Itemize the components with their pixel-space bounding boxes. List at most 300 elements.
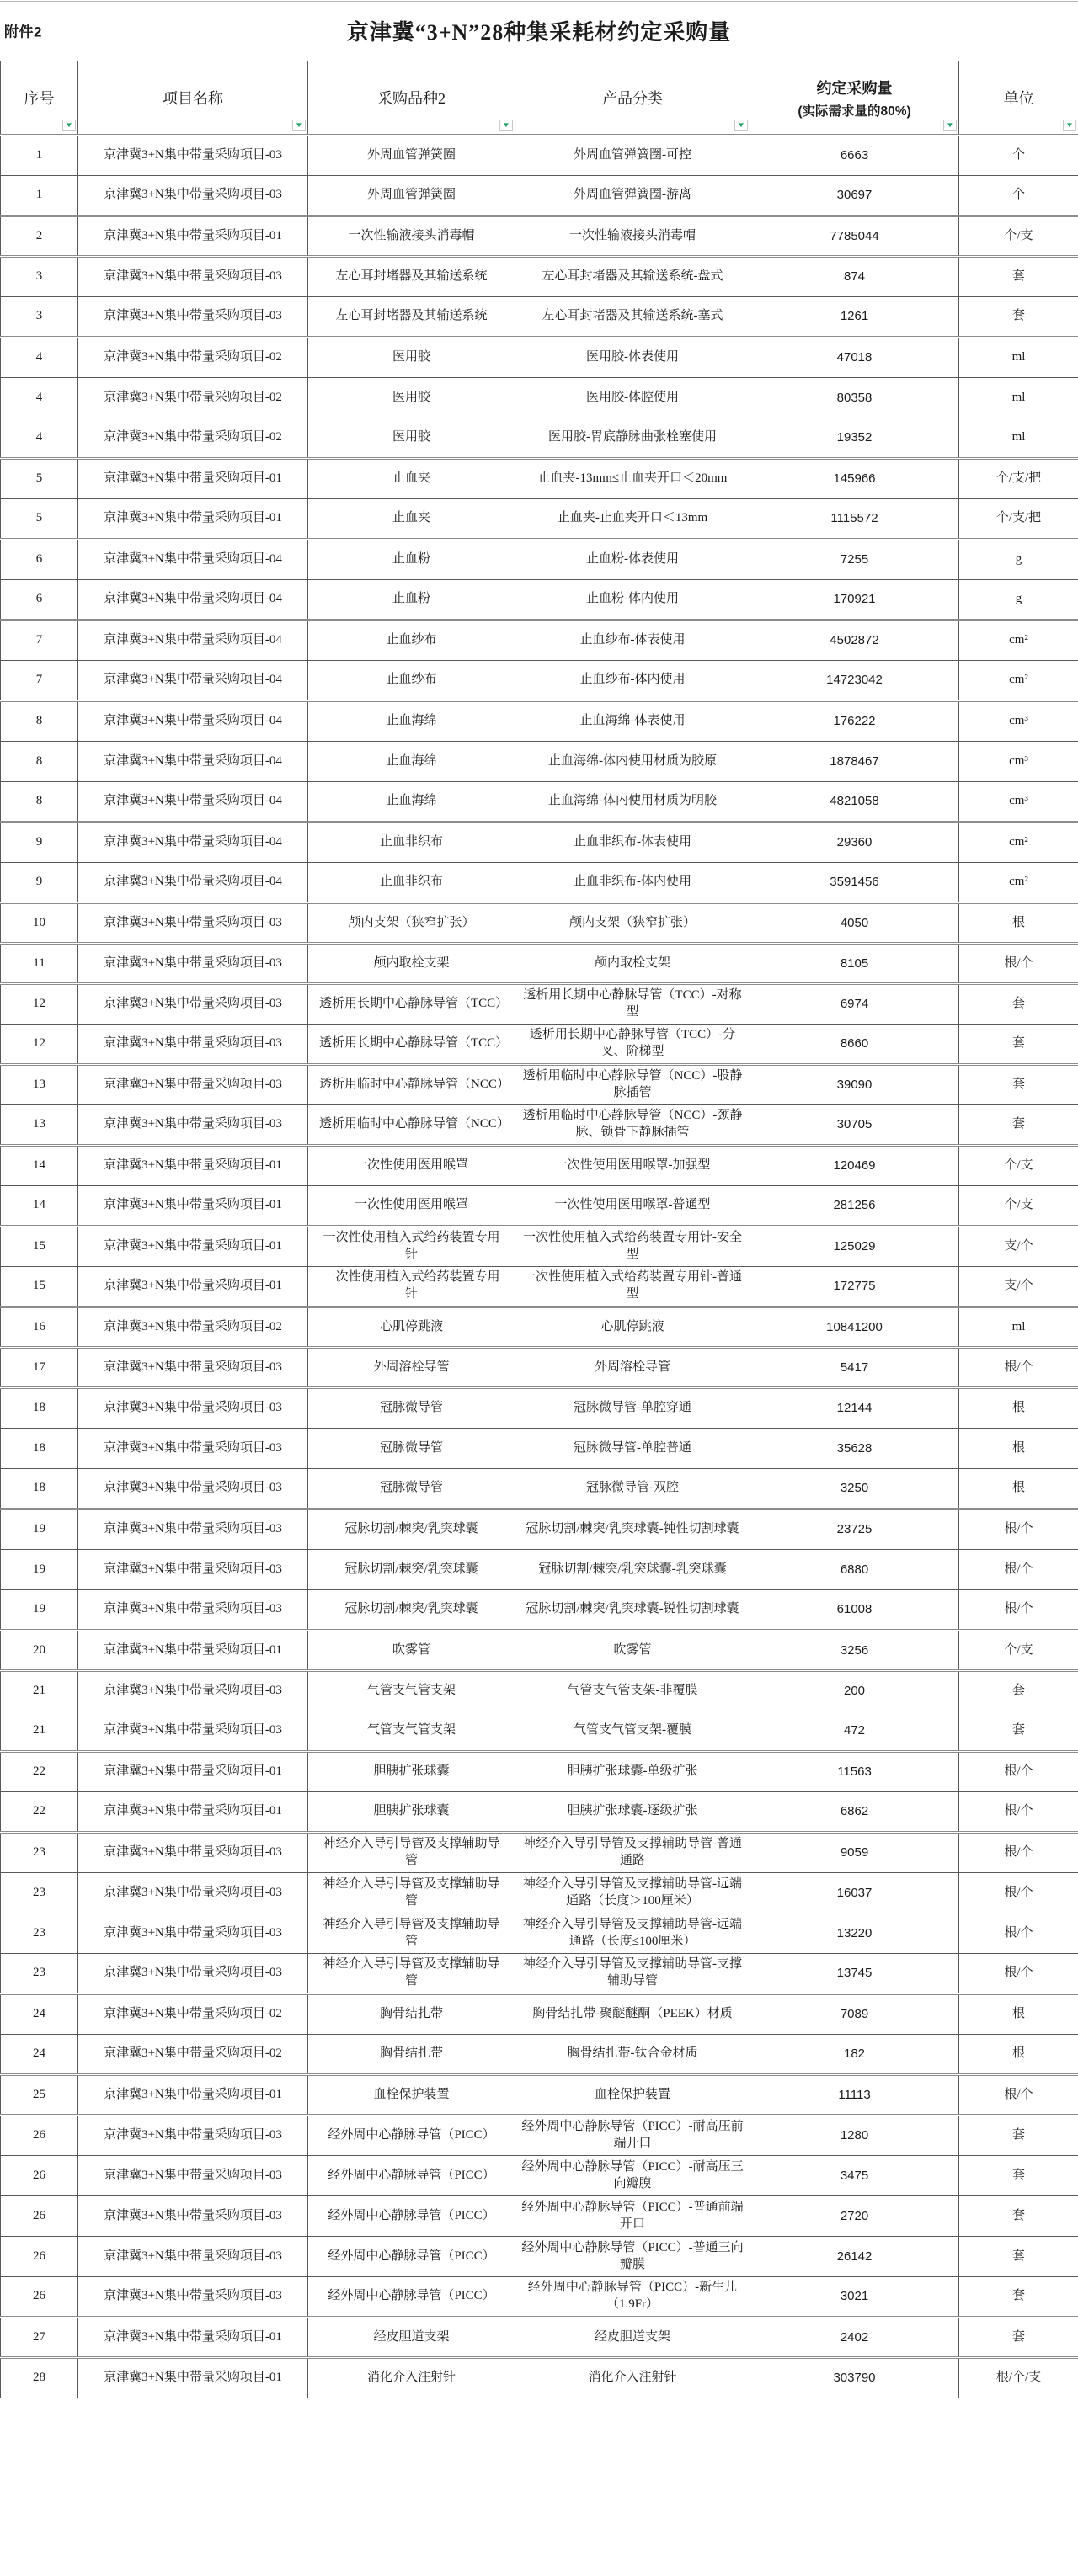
cell-qty: 170921 [750,580,959,620]
cell-project: 京津冀3+N集中带量采购项目-03 [78,903,308,944]
cell-category: 经皮胆道支架 [515,2318,750,2358]
table-row [1,1509,1078,1550]
cell-project: 京津冀3+N集中带量采购项目-01 [78,2318,308,2358]
cell-category: 神经介入导引导管及支撑辅助导管-支撑辅助导管 [515,1954,750,1994]
cell-qty: 61008 [750,1590,959,1631]
cell-serial: 14 [1,1186,78,1227]
cell-project: 京津冀3+N集中带量采购项目-03 [78,1711,308,1752]
cell-project: 京津冀3+N集中带量采购项目-03 [78,1429,308,1469]
cell-variety: 神经介入导引导管及支撑辅助导管 [308,1873,515,1913]
cell-project: 京津冀3+N集中带量采购项目-01 [78,1631,308,1671]
cell-unit: 套 [959,1711,1078,1752]
cell-unit: 根 [959,903,1078,944]
table-row [1,1833,1078,1873]
cell-category: 外周血管弹簧圈-游离 [515,176,750,216]
cell-category: 左心耳封堵器及其输送系统-塞式 [515,297,750,338]
table-row [1,1550,1078,1590]
cell-project: 京津冀3+N集中带量采购项目-04 [78,580,308,620]
cell-category: 医用胶-体表使用 [515,338,750,378]
table-row [1,1025,1078,1065]
cell-project: 京津冀3+N集中带量采购项目-04 [78,701,308,742]
cell-variety: 透析用长期中心静脉导管（TCC） [308,1025,515,1065]
cell-unit: 根 [959,1994,1078,2035]
cell-category: 神经介入导引导管及支撑辅助导管-普通通路 [515,1833,750,1873]
col-header-qty: 约定采购量 (实际需求量的80%) ▼ [750,61,959,136]
cell-serial: 7 [1,661,78,701]
cell-variety: 透析用临时中心静脉导管（NCC） [308,1105,515,1146]
cell-qty: 1878467 [750,742,959,782]
cell-serial: 23 [1,1833,78,1873]
cell-project: 京津冀3+N集中带量采购项目-02 [78,2035,308,2075]
cell-unit: 根/个 [959,1833,1078,1873]
cell-unit: 套 [959,2156,1078,2196]
cell-unit: cm² [959,620,1078,661]
table-row [1,176,1078,216]
cell-qty: 16037 [750,1873,959,1913]
cell-unit: g [959,540,1078,580]
cell-serial: 25 [1,2075,78,2116]
table-row [1,742,1078,782]
cell-category: 止血海绵-体内使用材质为胶原 [515,742,750,782]
cell-category: 经外周中心静脉导管（PICC）-新生儿（1.9Fr） [515,2277,750,2318]
cell-project: 京津冀3+N集中带量采购项目-03 [78,2116,308,2156]
cell-serial: 3 [1,297,78,338]
cell-unit: 套 [959,2318,1078,2358]
cell-unit: ml [959,418,1078,459]
cell-unit: 个/支/把 [959,459,1078,499]
cell-unit: 套 [959,984,1078,1025]
cell-qty: 8660 [750,1025,959,1065]
cell-project: 京津冀3+N集中带量采购项目-04 [78,822,308,863]
cell-qty: 3250 [750,1469,959,1509]
cell-category: 冠脉切割/棘突/乳突球囊-乳突球囊 [515,1550,750,1590]
cell-category: 止血夹-止血夹开口＜13mm [515,499,750,540]
table-row [1,944,1078,984]
col-header-unit: 单位 ▼ [959,61,1078,136]
cell-category: 医用胶-体腔使用 [515,378,750,418]
table-row [1,499,1078,540]
cell-project: 京津冀3+N集中带量采购项目-01 [78,499,308,540]
cell-category: 止血夹-13mm≤止血夹开口＜20mm [515,459,750,499]
cell-qty: 12144 [750,1388,959,1429]
cell-category: 经外周中心静脉导管（PICC）-耐高压前端开口 [515,2116,750,2156]
cell-category: 胆胰扩张球囊-逐级扩张 [515,1792,750,1833]
cell-variety: 颅内支架（狭窄扩张） [308,903,515,944]
table-row [1,1186,1078,1227]
cell-project: 京津冀3+N集中带量采购项目-01 [78,459,308,499]
cell-project: 京津冀3+N集中带量采购项目-03 [78,1913,308,1954]
cell-serial: 8 [1,782,78,822]
cell-qty: 120469 [750,1146,959,1186]
cell-serial: 28 [1,2358,78,2398]
table-row [1,1792,1078,1833]
cell-category: 胸骨结扎带-聚醚醚酮（PEEK）材质 [515,1994,750,2035]
cell-serial: 12 [1,984,78,1025]
cell-category: 止血海绵-体内使用材质为明胶 [515,782,750,822]
cell-qty: 13220 [750,1913,959,1954]
table-row [1,701,1078,742]
cell-qty: 3021 [750,2277,959,2318]
table-row [1,903,1078,944]
cell-serial: 18 [1,1429,78,1469]
cell-serial: 22 [1,1752,78,1792]
cell-qty: 7089 [750,1994,959,2035]
filter-dropdown-icon[interactable]: ▼ [943,120,957,131]
table-row [1,1267,1078,1307]
cell-serial: 17 [1,1348,78,1388]
table-row [1,2116,1078,2156]
cell-variety: 止血非织布 [308,822,515,863]
cell-project: 京津冀3+N集中带量采购项目-01 [78,1146,308,1186]
table-row [1,661,1078,701]
cell-project: 京津冀3+N集中带量采购项目-03 [78,944,308,984]
cell-project: 京津冀3+N集中带量采购项目-03 [78,2156,308,2196]
filter-dropdown-icon[interactable]: ▼ [734,120,748,131]
cell-project: 京津冀3+N集中带量采购项目-03 [78,1509,308,1550]
table-row [1,2358,1078,2398]
cell-project: 京津冀3+N集中带量采购项目-03 [78,1348,308,1388]
cell-variety: 止血粉 [308,540,515,580]
cell-category: 胆胰扩张球囊-单级扩张 [515,1752,750,1792]
cell-serial: 9 [1,863,78,903]
cell-unit: 根/个 [959,1752,1078,1792]
cell-unit: 根 [959,1469,1078,1509]
cell-variety: 经外周中心静脉导管（PICC） [308,2196,515,2237]
cell-serial: 6 [1,540,78,580]
table-row [1,2156,1078,2196]
cell-variety: 止血粉 [308,580,515,620]
cell-category: 医用胶-胃底静脉曲张栓塞使用 [515,418,750,459]
cell-serial: 26 [1,2277,78,2318]
table-row [1,822,1078,863]
cell-variety: 心肌停跳液 [308,1307,515,1348]
filter-dropdown-icon[interactable]: ▼ [62,120,76,131]
cell-variety: 消化介入注射针 [308,2358,515,2398]
table-row [1,1631,1078,1671]
table-row [1,620,1078,661]
cell-qty: 6663 [750,136,959,176]
cell-project: 京津冀3+N集中带量采购项目-03 [78,1469,308,1509]
cell-serial: 16 [1,1307,78,1348]
cell-qty: 145966 [750,459,959,499]
cell-serial: 24 [1,1994,78,2035]
cell-variety: 止血海绵 [308,742,515,782]
table-row [1,1348,1078,1388]
cell-project: 京津冀3+N集中带量采购项目-01 [78,1267,308,1307]
cell-variety: 止血夹 [308,499,515,540]
cell-unit: 支/个 [959,1267,1078,1307]
cell-category: 胸骨结扎带-钛合金材质 [515,2035,750,2075]
cell-serial: 26 [1,2116,78,2156]
cell-project: 京津冀3+N集中带量采购项目-01 [78,1227,308,1267]
cell-variety: 一次性使用植入式给药装置专用针 [308,1267,515,1307]
cell-serial: 13 [1,1105,78,1146]
table-row [1,2075,1078,2116]
cell-variety: 神经介入导引导管及支撑辅助导管 [308,1954,515,1994]
cell-qty: 26142 [750,2237,959,2277]
cell-unit: 套 [959,2277,1078,2318]
cell-serial: 18 [1,1388,78,1429]
col-header-project: 项目名称 ▼ [78,61,308,136]
cell-variety: 外周溶栓导管 [308,1348,515,1388]
cell-category: 冠脉微导管-单腔普通 [515,1429,750,1469]
table-row [1,418,1078,459]
cell-qty: 11563 [750,1752,959,1792]
cell-category: 止血海绵-体表使用 [515,701,750,742]
cell-variety: 左心耳封堵器及其输送系统 [308,257,515,297]
cell-category: 心肌停跳液 [515,1307,750,1348]
cell-qty: 47018 [750,338,959,378]
cell-serial: 8 [1,742,78,782]
cell-project: 京津冀3+N集中带量采购项目-03 [78,257,308,297]
cell-qty: 30697 [750,176,959,216]
header-row [1,61,1078,136]
cell-qty: 10841200 [750,1307,959,1348]
cell-variety: 冠脉切割/棘突/乳突球囊 [308,1590,515,1631]
cell-unit: cm² [959,822,1078,863]
cell-category: 止血粉-体表使用 [515,540,750,580]
cell-serial: 4 [1,418,78,459]
cell-category: 止血非织布-体内使用 [515,863,750,903]
cell-serial: 14 [1,1146,78,1186]
cell-serial: 21 [1,1711,78,1752]
cell-category: 透析用临时中心静脉导管（NCC）-颈静脉、锁骨下静脉插管 [515,1105,750,1146]
table-row [1,1065,1078,1105]
cell-unit: 根/个 [959,1873,1078,1913]
cell-serial: 19 [1,1590,78,1631]
cell-unit: 根/个 [959,944,1078,984]
cell-variety: 止血海绵 [308,782,515,822]
cell-unit: 套 [959,2237,1078,2277]
cell-project: 京津冀3+N集中带量采购项目-03 [78,1388,308,1429]
cell-serial: 5 [1,459,78,499]
cell-unit: 根/个 [959,1954,1078,1994]
cell-project: 京津冀3+N集中带量采购项目-03 [78,2237,308,2277]
cell-project: 京津冀3+N集中带量采购项目-03 [78,1873,308,1913]
cell-category: 经外周中心静脉导管（PICC）-耐高压三向瓣膜 [515,2156,750,2196]
cell-qty: 182 [750,2035,959,2075]
cell-qty: 6862 [750,1792,959,1833]
cell-project: 京津冀3+N集中带量采购项目-03 [78,1590,308,1631]
cell-serial: 4 [1,338,78,378]
cell-unit: 根/个 [959,1550,1078,1590]
cell-variety: 胆胰扩张球囊 [308,1792,515,1833]
cell-unit: cm² [959,863,1078,903]
cell-qty: 13745 [750,1954,959,1994]
cell-serial: 4 [1,378,78,418]
table-body [1,136,1078,2398]
cell-qty: 80358 [750,378,959,418]
cell-project: 京津冀3+N集中带量采购项目-03 [78,1065,308,1105]
cell-serial: 5 [1,499,78,540]
cell-project: 京津冀3+N集中带量采购项目-04 [78,782,308,822]
cell-variety: 胆胰扩张球囊 [308,1752,515,1792]
cell-project: 京津冀3+N集中带量采购项目-03 [78,1671,308,1711]
col-header-variety: 采购品种2 ▼ [308,61,515,136]
table-row [1,863,1078,903]
cell-unit: 根/个 [959,1348,1078,1388]
table-row [1,1671,1078,1711]
table-row [1,1429,1078,1469]
table-row [1,1469,1078,1509]
cell-category: 神经介入导引导管及支撑辅助导管-远端通路（长度≤100厘米） [515,1913,750,1954]
cell-serial: 27 [1,2318,78,2358]
cell-unit: 根 [959,2035,1078,2075]
cell-serial: 23 [1,1954,78,1994]
table-row [1,1105,1078,1146]
cell-category: 经外周中心静脉导管（PICC）-普通三向瓣膜 [515,2237,750,2277]
table-row [1,1388,1078,1429]
cell-serial: 21 [1,1671,78,1711]
cell-unit: 根/个 [959,1792,1078,1833]
cell-category: 吹雾管 [515,1631,750,1671]
cell-unit: 套 [959,257,1078,297]
cell-serial: 8 [1,701,78,742]
cell-unit: 根/个 [959,1913,1078,1954]
table-row [1,984,1078,1025]
cell-project: 京津冀3+N集中带量采购项目-04 [78,620,308,661]
cell-variety: 神经介入导引导管及支撑辅助导管 [308,1833,515,1873]
cell-qty: 9059 [750,1833,959,1873]
cell-serial: 20 [1,1631,78,1671]
cell-unit: 套 [959,1671,1078,1711]
cell-variety: 冠脉微导管 [308,1388,515,1429]
cell-project: 京津冀3+N集中带量采购项目-02 [78,338,308,378]
cell-variety: 冠脉切割/棘突/乳突球囊 [308,1509,515,1550]
cell-project: 京津冀3+N集中带量采购项目-02 [78,1307,308,1348]
cell-project: 京津冀3+N集中带量采购项目-01 [78,2075,308,2116]
table-row [1,1752,1078,1792]
cell-project: 京津冀3+N集中带量采购项目-03 [78,1550,308,1590]
cell-project: 京津冀3+N集中带量采购项目-03 [78,2277,308,2318]
cell-category: 一次性使用医用喉罩-普通型 [515,1186,750,1227]
cell-qty: 874 [750,257,959,297]
cell-qty: 39090 [750,1065,959,1105]
filter-dropdown-icon[interactable]: ▼ [499,120,513,131]
cell-project: 京津冀3+N集中带量采购项目-02 [78,378,308,418]
table-row [1,1954,1078,1994]
cell-unit: 支/个 [959,1227,1078,1267]
cell-category: 止血非织布-体表使用 [515,822,750,863]
cell-category: 左心耳封堵器及其输送系统-盘式 [515,257,750,297]
cell-category: 止血粉-体内使用 [515,580,750,620]
cell-project: 京津冀3+N集中带量采购项目-03 [78,1833,308,1873]
cell-qty: 2720 [750,2196,959,2237]
cell-variety: 一次性使用医用喉罩 [308,1146,515,1186]
cell-category: 颅内支架（狭窄扩张） [515,903,750,944]
cell-qty: 5417 [750,1348,959,1388]
cell-qty: 11113 [750,2075,959,2116]
cell-unit: 根/个 [959,2075,1078,2116]
table-row [1,2277,1078,2318]
cell-project: 京津冀3+N集中带量采购项目-02 [78,1994,308,2035]
cell-variety: 经外周中心静脉导管（PICC） [308,2156,515,2196]
cell-variety: 一次性输液接头消毒帽 [308,216,515,257]
cell-unit: 个/支/把 [959,499,1078,540]
cell-unit: 根/个/支 [959,2358,1078,2398]
table-row [1,1146,1078,1186]
cell-serial: 24 [1,2035,78,2075]
table-row [1,1307,1078,1348]
cell-qty: 125029 [750,1227,959,1267]
cell-variety: 外周血管弹簧圈 [308,136,515,176]
cell-qty: 3475 [750,2156,959,2196]
cell-qty: 303790 [750,2358,959,2398]
cell-qty: 1280 [750,2116,959,2156]
cell-project: 京津冀3+N集中带量采购项目-01 [78,1792,308,1833]
cell-qty: 35628 [750,1429,959,1469]
cell-project: 京津冀3+N集中带量采购项目-01 [78,1752,308,1792]
cell-category: 气管支气管支架-非覆膜 [515,1671,750,1711]
cell-serial: 12 [1,1025,78,1065]
cell-variety: 经外周中心静脉导管（PICC） [308,2277,515,2318]
table-row [1,1913,1078,1954]
cell-category: 冠脉切割/棘突/乳突球囊-锐性切割球囊 [515,1590,750,1631]
cell-qty: 6880 [750,1550,959,1590]
cell-qty: 23725 [750,1509,959,1550]
cell-unit: 根 [959,1388,1078,1429]
cell-serial: 19 [1,1509,78,1550]
cell-serial: 1 [1,176,78,216]
cell-variety: 吹雾管 [308,1631,515,1671]
cell-category: 透析用长期中心静脉导管（TCC）-对称型 [515,984,750,1025]
cell-serial: 15 [1,1227,78,1267]
filter-dropdown-icon[interactable]: ▼ [1063,120,1076,131]
cell-project: 京津冀3+N集中带量采购项目-01 [78,2358,308,2398]
cell-variety: 止血纱布 [308,620,515,661]
cell-serial: 23 [1,1913,78,1954]
table-row [1,1590,1078,1631]
cell-category: 透析用临时中心静脉导管（NCC）-股静脉插管 [515,1065,750,1105]
table-row [1,257,1078,297]
cell-category: 消化介入注射针 [515,2358,750,2398]
cell-serial: 3 [1,257,78,297]
cell-serial: 26 [1,2156,78,2196]
procurement-table [0,61,1078,2398]
cell-category: 外周溶栓导管 [515,1348,750,1388]
cell-variety: 气管支气管支架 [308,1671,515,1711]
table-row [1,580,1078,620]
cell-qty: 8105 [750,944,959,984]
table-row [1,782,1078,822]
cell-project: 京津冀3+N集中带量采购项目-01 [78,216,308,257]
cell-variety: 神经介入导引导管及支撑辅助导管 [308,1913,515,1954]
table-row [1,459,1078,499]
table-row [1,378,1078,418]
cell-category: 外周血管弹簧圈-可控 [515,136,750,176]
cell-variety: 透析用临时中心静脉导管（NCC） [308,1065,515,1105]
cell-serial: 6 [1,580,78,620]
cell-qty: 30705 [750,1105,959,1146]
cell-qty: 4050 [750,903,959,944]
cell-serial: 19 [1,1550,78,1590]
cell-variety: 经皮胆道支架 [308,2318,515,2358]
cell-serial: 15 [1,1267,78,1307]
cell-qty: 6974 [750,984,959,1025]
cell-unit: 套 [959,1025,1078,1065]
filter-dropdown-icon[interactable]: ▼ [292,120,306,131]
table-row [1,2035,1078,2075]
cell-unit: 套 [959,297,1078,338]
cell-category: 冠脉微导管-单腔穿通 [515,1388,750,1429]
col-header-serial: 序号 ▼ [1,61,78,136]
cell-project: 京津冀3+N集中带量采购项目-03 [78,176,308,216]
cell-variety: 冠脉切割/棘突/乳突球囊 [308,1550,515,1590]
cell-category: 经外周中心静脉导管（PICC）-普通前端开口 [515,2196,750,2237]
cell-serial: 7 [1,620,78,661]
cell-unit: 套 [959,2116,1078,2156]
cell-unit: ml [959,378,1078,418]
